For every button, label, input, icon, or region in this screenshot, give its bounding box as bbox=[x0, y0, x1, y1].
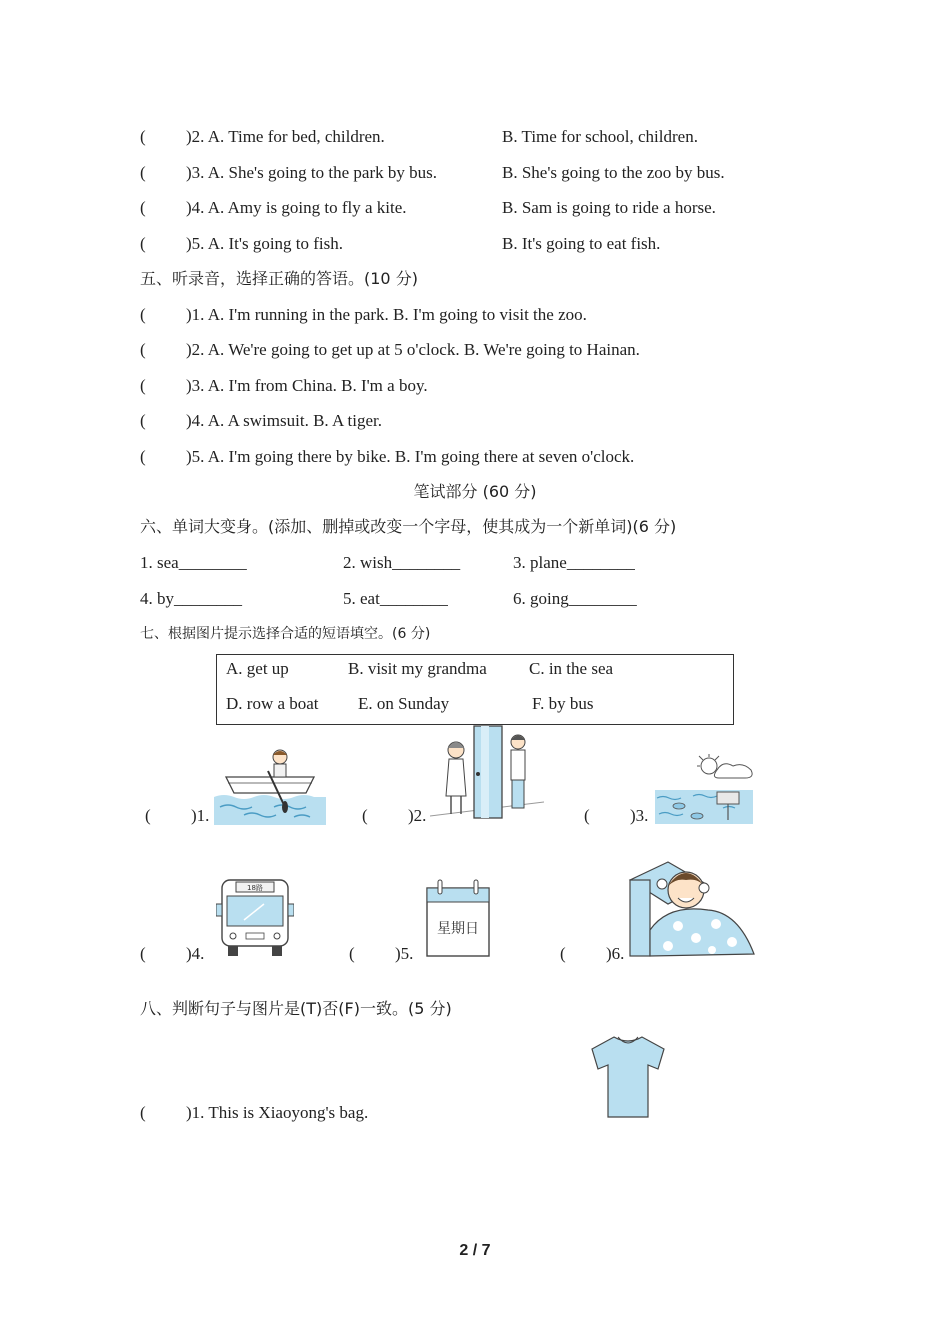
written-part-title: 笔试部分 (60 分) bbox=[413, 482, 537, 501]
phrase-option-d: D. row a boat bbox=[226, 694, 319, 713]
s6-item-1: 1. sea________ bbox=[140, 553, 247, 572]
s4-item-4: ( )4. A. Amy is going to fly a kite. bbox=[140, 198, 407, 217]
s5-item-5: ( )5. A. I'm going there by bike. B. I'm going there at seven o'clock. bbox=[140, 447, 635, 466]
in-the-sea-picture bbox=[653, 752, 755, 826]
section6-heading: 六、单词大变身。(添加、删掉或改变一个字母，使其成为一个新单词)(6 分) bbox=[140, 517, 677, 536]
section5-heading: 五、听录音，选择正确的答语。(10 分) bbox=[140, 269, 418, 288]
s5-item-1: ( )1. A. I'm running in the park. B. I'm going to visit the zoo. bbox=[140, 305, 587, 324]
s6-item-4: 4. by________ bbox=[140, 589, 242, 608]
s4-item-3: ( )3. A. She's going to the park by bus. bbox=[140, 163, 437, 182]
s6-item-3: 3. plane________ bbox=[513, 553, 635, 572]
s7-item-1: ( )1. bbox=[145, 806, 210, 825]
phrase-option-a: A. get up bbox=[226, 659, 289, 678]
s5-item-3: ( )3. A. I'm from China. B. I'm a boy. bbox=[140, 376, 428, 395]
s4-item-5-option-b: B. It's going to eat fish. bbox=[502, 234, 661, 253]
phrase-box bbox=[216, 654, 734, 725]
get-up-picture bbox=[628, 860, 756, 958]
s4-item-4-option-b: B. Sam is going to ride a horse. bbox=[502, 198, 716, 217]
t-shirt-picture bbox=[588, 1033, 668, 1119]
section8-heading: 八、判断句子与图片是(T)否(F)一致。(5 分) bbox=[140, 999, 452, 1018]
page-number: 2 / 7 bbox=[459, 1242, 491, 1259]
s7-item-4: ( )4. bbox=[140, 944, 205, 963]
s7-item-3: ( )3. bbox=[584, 806, 649, 825]
bus-picture bbox=[216, 876, 294, 958]
s4-item-2-option-b: B. Time for school, children. bbox=[502, 127, 698, 146]
s5-item-2: ( )2. A. We're going to get up at 5 o'clock. B. We're going to Hainan. bbox=[140, 340, 640, 359]
s4-item-3-option-b: B. She's going to the zoo by bus. bbox=[502, 163, 725, 182]
row-boat-picture bbox=[214, 745, 326, 825]
s7-item-6: ( )6. bbox=[560, 944, 625, 963]
calendar-text: 星期日 bbox=[437, 921, 479, 937]
visit-grandma-picture bbox=[430, 724, 544, 824]
s7-item-2: ( )2. bbox=[362, 806, 427, 825]
s6-item-6: 6. going________ bbox=[513, 589, 637, 608]
s4-item-5: ( )5. A. It's going to fish. bbox=[140, 234, 344, 253]
s8-item-1: ( )1. This is Xiaoyong's bag. bbox=[140, 1103, 369, 1122]
phrase-option-e: E. on Sunday bbox=[358, 694, 450, 713]
phrase-option-c: C. in the sea bbox=[529, 659, 614, 678]
s4-item-2: ( )2. A. Time for bed, children. bbox=[140, 127, 385, 146]
bus-number-label: 18路 bbox=[247, 884, 263, 892]
s6-item-5: 5. eat________ bbox=[343, 589, 448, 608]
phrase-option-b: B. visit my grandma bbox=[348, 659, 487, 678]
s6-item-2: 2. wish________ bbox=[343, 553, 461, 572]
s7-item-5: ( )5. bbox=[349, 944, 414, 963]
section7-heading: 七、根据图片提示选择合适的短语填空。(6 分) bbox=[140, 626, 431, 642]
phrase-option-f: F. by bus bbox=[532, 694, 594, 713]
s5-item-4: ( )4. A. A swimsuit. B. A tiger. bbox=[140, 411, 383, 430]
calendar-picture bbox=[424, 878, 492, 958]
